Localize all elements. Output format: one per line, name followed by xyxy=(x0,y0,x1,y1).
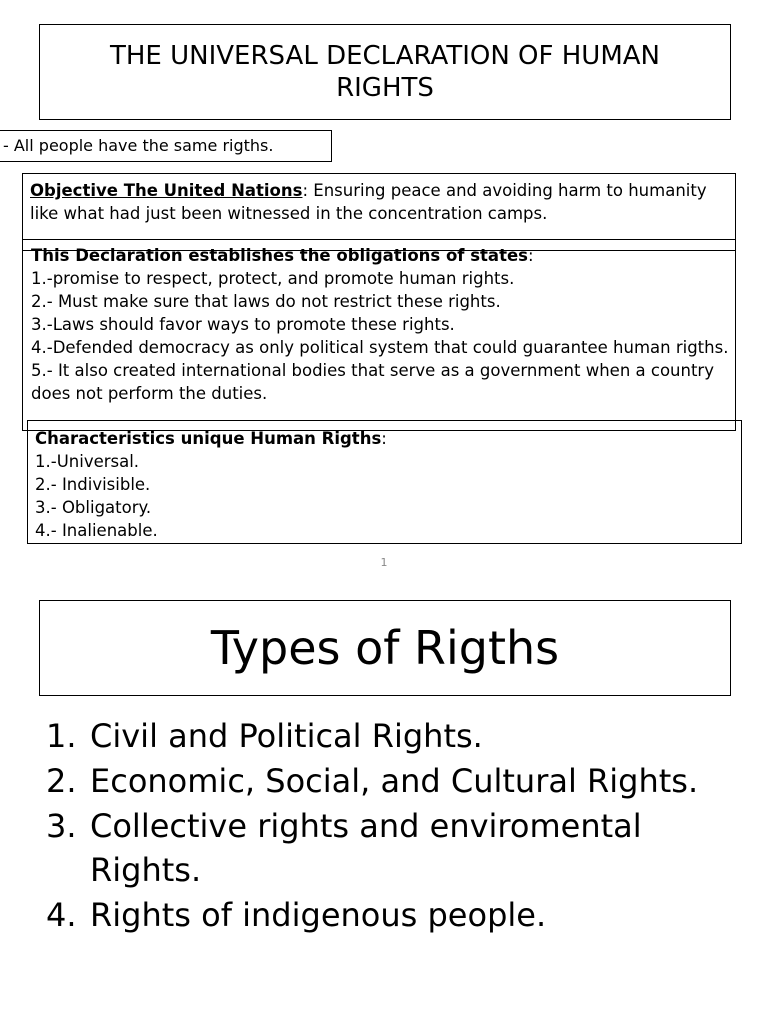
obligations-box xyxy=(22,239,736,431)
item-number: 4. xyxy=(46,896,77,934)
obligation-item: 3.-Laws should favor ways to promote these rights. xyxy=(31,315,455,334)
item-number: 1. xyxy=(46,717,77,755)
slide2-title-box xyxy=(39,600,731,696)
slide1-title: THE UNIVERSAL DECLARATION OF HUMAN RIGHTS xyxy=(110,41,660,103)
objective-text: : Ensuring peace and avoiding harm to humanity like what had just been witnessed in the concentration camps. xyxy=(30,181,707,223)
item-number: 2. xyxy=(46,762,77,800)
characteristic-item: 2.- Indivisible. xyxy=(35,475,151,494)
obligations-heading-line xyxy=(31,244,731,267)
obligations-colon: : xyxy=(527,246,534,265)
characteristics-heading: Characteristics unique Human Rigths xyxy=(35,429,382,448)
slide1-title-box xyxy=(39,24,731,120)
obligation-item: 1.-promise to respect, protect, and promote human rights. xyxy=(31,269,515,288)
item-text: Economic, Social, and Cultural Rights. xyxy=(90,762,699,800)
obligation-item: 2.- Must make sure that laws do not restrict these rights. xyxy=(31,292,501,311)
item-number: 3. xyxy=(46,807,77,845)
types-list-item xyxy=(46,893,746,937)
types-list-item xyxy=(46,759,746,803)
item-text: Collective rights and enviromental Rights. xyxy=(90,807,642,889)
types-list-item xyxy=(46,714,746,758)
page-number: 1 xyxy=(380,556,388,569)
characteristic-item: 3.- Obligatory. xyxy=(35,498,152,517)
item-text: Civil and Political Rights. xyxy=(90,717,483,755)
obligation-item: 5.- It also created international bodies that serve as a government when a country does not perform the duties. xyxy=(31,361,714,403)
note-box xyxy=(0,130,332,162)
item-text: Rights of indigenous people. xyxy=(90,896,547,934)
characteristics-heading-line xyxy=(35,427,737,450)
obligation-item: 4.-Defended democracy as only political system that could guarantee human rigths. xyxy=(31,338,729,357)
objective-paragraph xyxy=(30,179,735,225)
objective-heading: Objective The United Nations xyxy=(30,181,303,200)
characteristic-item: 4.- Inalienable. xyxy=(35,521,158,540)
characteristics-box xyxy=(27,420,742,544)
characteristic-item: 1.-Universal. xyxy=(35,452,140,471)
characteristics-colon: : xyxy=(381,429,387,448)
note-text: - All people have the same rigths. xyxy=(3,136,274,155)
slide2-title: Types of Rigths xyxy=(210,621,560,675)
types-list-item xyxy=(46,804,746,892)
types-list xyxy=(46,714,746,938)
obligations-heading: This Declaration establishes the obligations of states xyxy=(31,246,528,265)
